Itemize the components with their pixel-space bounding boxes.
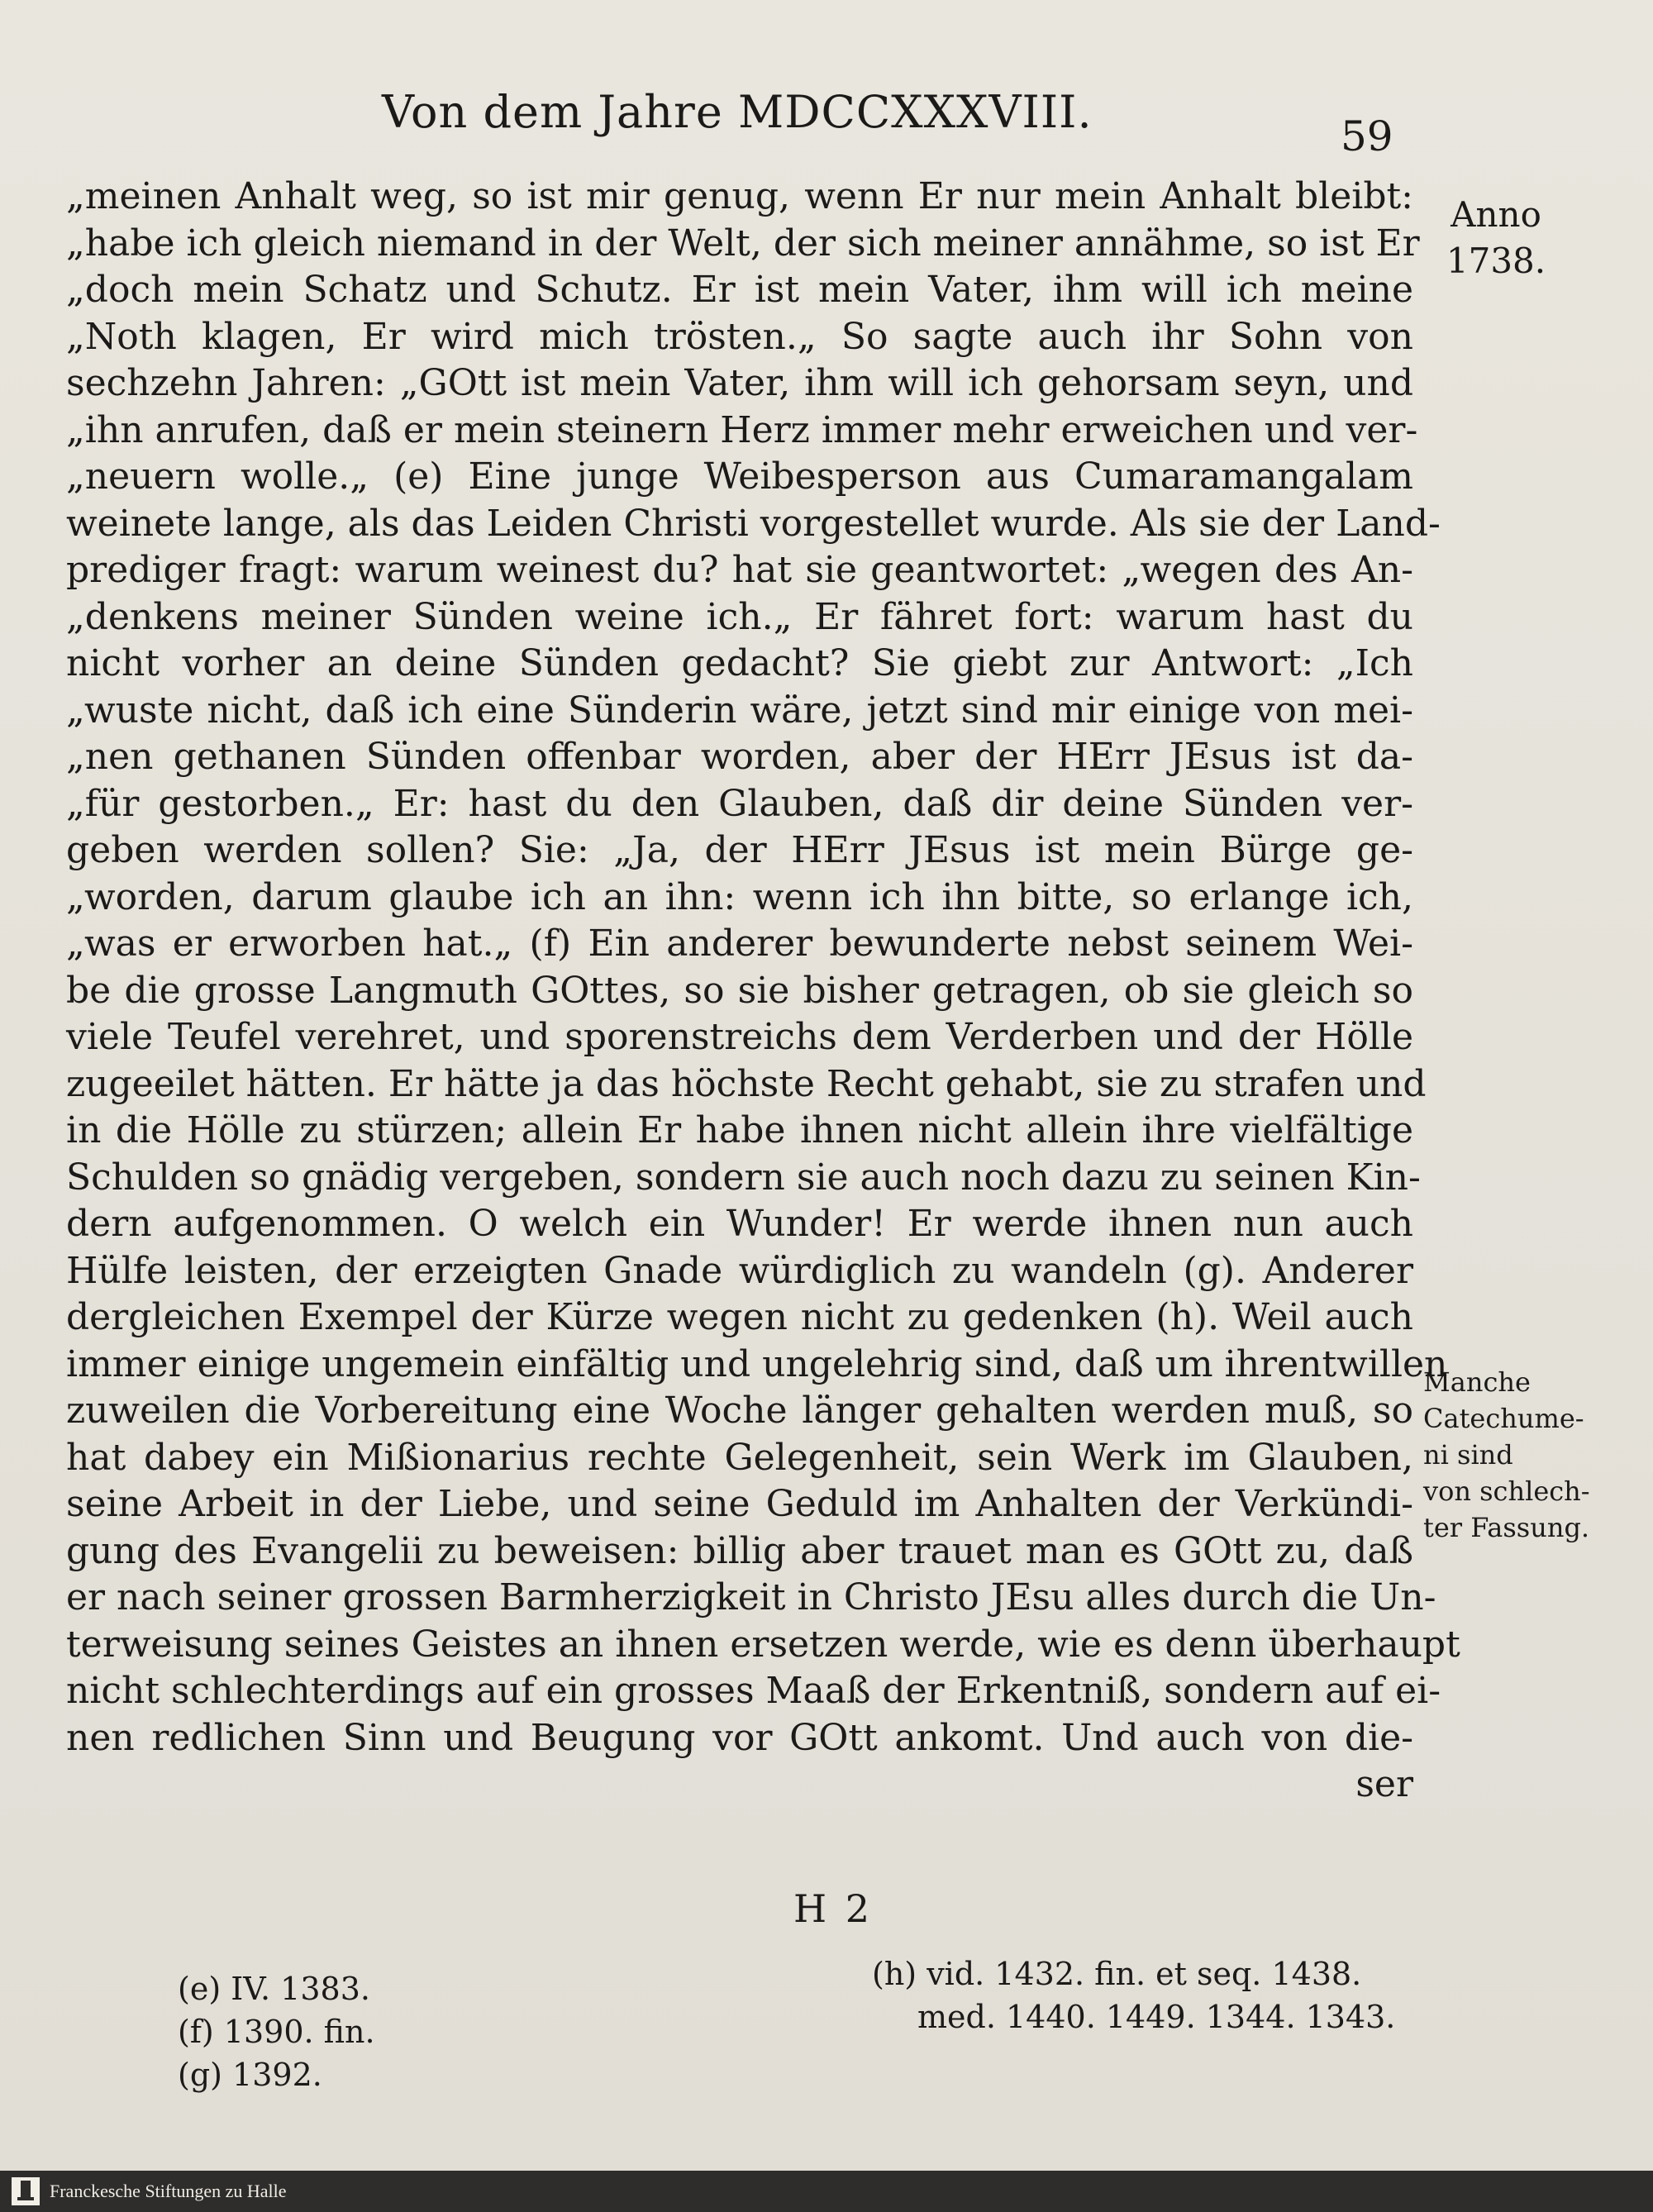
footnotes-right — [872, 1952, 1395, 2038]
footnote: (g) 1392. — [178, 2057, 322, 2093]
text-line: zuweilen die Vorbereitung eine Woche länger gehalten werden muß, so — [66, 1390, 1413, 1432]
margin-note — [1423, 1364, 1605, 1546]
text-line: „worden, darum glaube ich an ihn: wenn ich ihn bitte, so erlange ich, — [66, 875, 1413, 918]
archive-logo-icon — [12, 2177, 40, 2205]
text-line: Hülfe leisten, der erzeigten Gnade würdiglich zu wandeln (g). Anderer — [66, 1249, 1413, 1292]
text-line: sechzehn Jahren: „GOtt ist mein Vater, ihm will ich gehorsam seyn, und — [66, 362, 1413, 404]
text-line: viele Teufel verehret, und sporenstreichs dem Verderben und der Hölle — [66, 1016, 1413, 1058]
text-line: „habe ich gleich niemand in der Welt, der sich meiner annähme, so ist Er — [66, 222, 1420, 265]
text-line: „was er erworben hat.„ (f) Ein anderer bewunderte nebst seinem Wei- — [66, 922, 1413, 965]
text-line: be die grosse Langmuth GOttes, so sie bisher getragen, ob sie gleich so — [66, 969, 1413, 1012]
text-line: „denkens meiner Sünden weine ich.„ Er fähret fort: warum hast du — [66, 595, 1413, 638]
text-line: terweisung seines Geistes an ihnen ersetzen werde, wie es denn überhaupt — [66, 1623, 1460, 1666]
text-line: „Noth klagen, Er wird mich trösten.„ So sagte auch ihr Sohn von — [66, 315, 1413, 358]
text-line: „nen gethanen Sünden offenbar worden, aber der HErr JEsus ist da- — [66, 736, 1413, 778]
text-line: „für gestorben.„ Er: hast du den Glauben, daß dir deine Sünden ver- — [66, 782, 1413, 825]
text-line: prediger fragt: warum weinest du? hat sie geantwortet: „wegen des An- — [66, 549, 1413, 591]
text-line: Schulden so gnädig vergeben, sondern sie auch noch dazu zu seinen Kin- — [66, 1156, 1421, 1199]
text-line: in die Hölle zu stürzen; allein Er habe ihnen nicht allein ihre vielfältige — [66, 1109, 1413, 1151]
body-text — [66, 174, 1460, 1809]
text-line: nicht schlechterdings auf ein grosses Maaß der Erkentniß, sondern auf ei- — [66, 1670, 1441, 1712]
running-header: Von dem Jahre MDCCXXXVIII. — [382, 86, 1093, 138]
margin-note-line: ni sind — [1423, 1439, 1513, 1471]
text-line: nicht vorher an deine Sünden gedacht? Sie giebt zur Antwort: „Ich — [66, 642, 1413, 684]
margin-note-line: ter Fassung. — [1423, 1512, 1590, 1543]
text-line: „doch mein Schatz und Schutz. Er ist mein Vater, ihm will ich meine — [66, 269, 1413, 311]
text-line: geben werden sollen? Sie: „Ja, der HErr JEsus ist mein Bürge ge- — [66, 829, 1413, 871]
text-line: „wuste nicht, daß ich eine Sünderin wäre, jetzt sind mir einige von mei- — [66, 689, 1413, 732]
margin-note-line: Catechume- — [1423, 1403, 1584, 1434]
text-line: nen redlichen Sinn und Beugung vor GOtt ankomt. Und auch von die- — [66, 1716, 1413, 1759]
archive-label: Franckesche Stiftungen zu Halle — [50, 2181, 287, 2201]
text-line: „ihn anrufen, daß er mein steinern Herz immer mehr erweichen und ver- — [66, 408, 1418, 451]
margin-note-line: von schlech- — [1423, 1475, 1590, 1507]
page-number: 59 — [1341, 112, 1393, 160]
archive-footer — [0, 2171, 1653, 2212]
footnotes-left — [178, 1967, 375, 2096]
text-line: gung des Evangelii zu beweisen: billig aber trauet man es GOtt zu, daß — [66, 1529, 1413, 1572]
text-line: zugeeilet hätten. Er hätte ja das höchste Recht gehabt, sie zu strafen und — [66, 1062, 1427, 1105]
signature-mark: H 2 — [793, 1886, 874, 1931]
margin-note-line: Manche — [1423, 1366, 1531, 1398]
text-line: hat dabey ein Mißionarius rechte Gelegenheit, sein Werk im Glauben, — [66, 1436, 1413, 1479]
footnote: med. 1440. 1449. 1344. 1343. — [917, 1999, 1396, 2035]
margin-year-label: Anno — [1451, 194, 1541, 235]
text-line: dergleichen Exempel der Kürze wegen nicht zu gedenken (h). Weil auch — [66, 1296, 1413, 1338]
text-line: „meinen Anhalt weg, so ist mir genug, wenn Er nur mein Anhalt bleibt: — [66, 175, 1413, 217]
footnote: (e) IV. 1383. — [178, 1971, 370, 2007]
margin-year-value: 1738. — [1446, 241, 1546, 281]
text-line: weinete lange, als das Leiden Christi vorgestellet wurde. Als sie der Land- — [66, 502, 1441, 545]
text-line: dern aufgenommen. O welch ein Wunder! Er werde ihnen nun auch — [66, 1203, 1413, 1245]
footnote: (h) vid. 1432. fin. et seq. 1438. — [872, 1956, 1362, 1992]
text-line: „neuern wolle.„ (e) Eine junge Weibesperson aus Cumaramangalam — [66, 455, 1413, 498]
text-line: seine Arbeit in der Liebe, und seine Geduld im Anhalten der Verkündi- — [66, 1483, 1413, 1525]
text-line: er nach seiner grossen Barmherzigkeit in Christo JEsu alles durch die Un- — [66, 1576, 1436, 1618]
text-line: ser — [1355, 1763, 1413, 1805]
text-line: immer einige ungemein einfältig und ungelehrig sind, daß um ihrentwillen — [66, 1342, 1448, 1385]
footnote: (f) 1390. fin. — [178, 2014, 375, 2050]
margin-year-note — [1442, 192, 1550, 284]
